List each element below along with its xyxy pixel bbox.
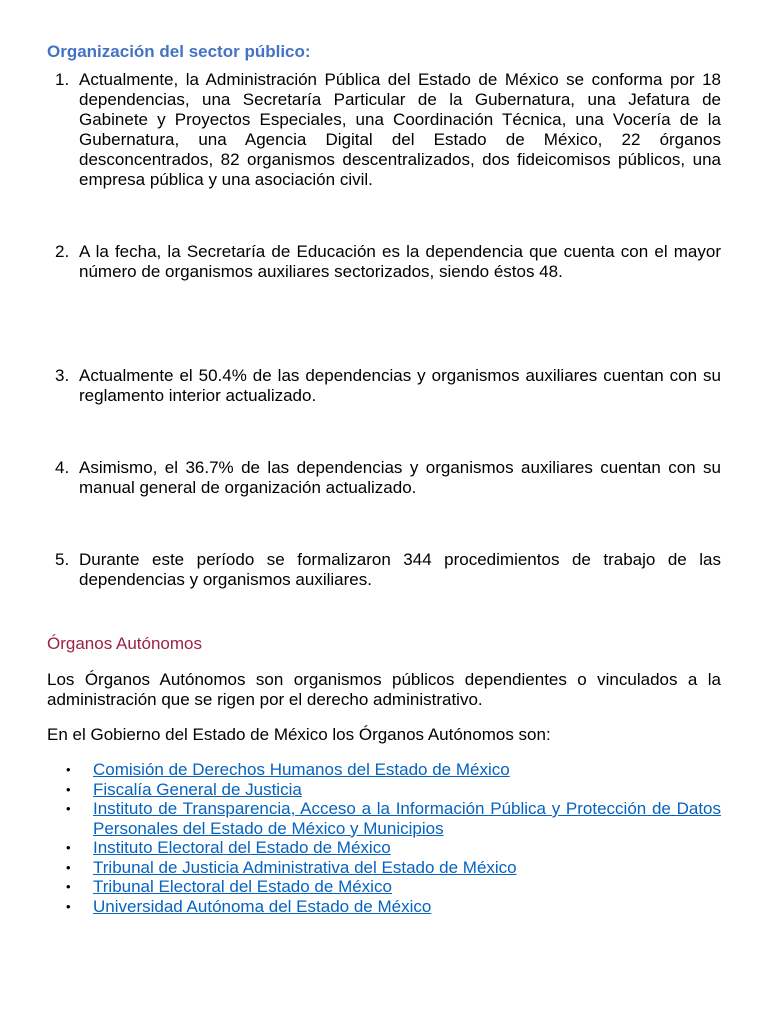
list-item-text: A la fecha, la Secretaría de Educación es la dependencia que cuenta con el mayor número de organismos auxiliares sectorizados, siendo éstos 48.	[79, 242, 721, 281]
list-item	[47, 458, 721, 498]
list-item-number: 3.	[55, 366, 70, 385]
link-list-item	[47, 877, 721, 897]
section-title: Organización del sector público:	[47, 42, 311, 61]
document-page	[47, 40, 721, 916]
organos-heading: Órganos Autónomos	[47, 634, 202, 653]
organos-intro: En el Gobierno del Estado de México los Órganos Autónomos son:	[47, 725, 551, 744]
list-item-number: 1.	[55, 70, 70, 89]
list-item-text: Actualmente, la Administración Pública del Estado de México se conforma por 18 dependencias, una Secretaría Particular de la Gubernatura, una Jefatura de Gabinete y Proyectos Especiales, una Coordinación Técnica, una Vocería de la Gubernatura, una Agencia Digital del Estado de México, 22 órganos desconcentrados, 82 organismos descentralizados, dos fideicomisos públicos, una empresa pública y una asociación civil.	[79, 70, 721, 189]
bullet-icon: •	[66, 762, 71, 777]
bullet-icon: •	[66, 879, 71, 894]
link-tjaem[interactable]: Tribunal de Justicia Administrativa del Estado de México	[93, 857, 517, 877]
link-list-item	[47, 858, 721, 878]
link-infoem[interactable]: Instituto de Transparencia, Acceso a la Información Pública y Protección de Datos Personales del Estado de México y Municipios	[93, 799, 721, 838]
link-list-item	[47, 780, 721, 800]
bullet-icon: •	[66, 801, 71, 816]
bullet-icon: •	[66, 840, 71, 855]
bullet-icon: •	[66, 859, 71, 875]
link-list-item	[47, 799, 721, 838]
organos-description: Los Órganos Autónomos son organismos públicos dependientes o vinculados a la administración que se rigen por el derecho administrativo.	[47, 670, 721, 709]
numbered-list	[47, 70, 721, 590]
list-item	[47, 366, 721, 406]
bullet-icon: •	[66, 898, 71, 914]
link-ieem[interactable]: Instituto Electoral del Estado de México	[93, 838, 391, 857]
link-uaemex[interactable]: Universidad Autónoma del Estado de México	[93, 896, 432, 916]
list-item-number: 4.	[55, 458, 70, 477]
link-fiscalia[interactable]: Fiscalía General de Justicia	[93, 779, 302, 799]
bullet-icon: •	[66, 781, 71, 797]
list-item-text: Actualmente el 50.4% de las dependencias y organismos auxiliares cuentan con su reglamento interior actualizado.	[79, 366, 721, 405]
list-item-text: Asimismo, el 36.7% de las dependencias y organismos auxiliares cuentan con su manual general de organización actualizado.	[79, 458, 721, 497]
list-item-text: Durante este período se formalizaron 344 procedimientos de trabajo de las dependencias y organismos auxiliares.	[79, 550, 721, 589]
list-item	[47, 70, 721, 190]
list-item	[47, 550, 721, 590]
list-item	[47, 242, 721, 282]
link-cdhem[interactable]: Comisión de Derechos Humanos del Estado de México	[93, 760, 510, 779]
list-item-number: 5.	[55, 550, 70, 569]
organos-link-list	[47, 760, 721, 916]
link-list-item	[47, 897, 721, 917]
list-item-number: 2.	[55, 242, 70, 261]
link-list-item	[47, 760, 721, 780]
link-list-item	[47, 838, 721, 858]
link-teem[interactable]: Tribunal Electoral del Estado de México	[93, 877, 392, 896]
